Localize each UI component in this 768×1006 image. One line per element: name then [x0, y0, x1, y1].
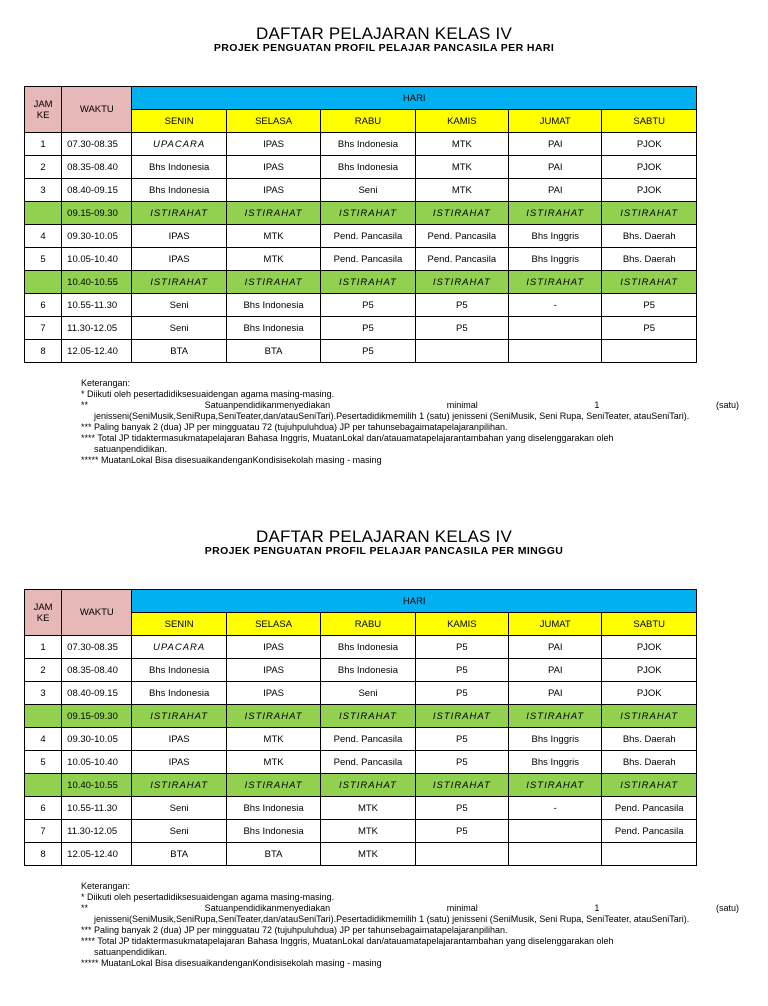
subject-cell: Seni — [132, 317, 226, 340]
note-2-part: Satuanpendidikanmenyediakan — [204, 903, 331, 913]
schedule-title-weekly: DAFTAR PELAJARAN KELAS IV — [256, 527, 512, 546]
waktu-cell: 09.30-10.05 — [62, 728, 132, 751]
jam-cell: 5 — [25, 248, 62, 271]
table-row — [25, 317, 697, 340]
subject-cell: IPAS — [132, 225, 226, 248]
waktu-cell: 08.40-09.15 — [62, 682, 132, 705]
subject-cell: ISTIRAHAT — [415, 774, 508, 797]
header-ke-label: KE — [36, 109, 50, 121]
subject-cell: Bhs Indonesia — [226, 820, 320, 843]
note-4-cont: satuanpendidikan. — [94, 444, 168, 454]
subject-cell: Bhs. Daerah — [602, 248, 697, 271]
subject-cell: Bhs Inggris — [509, 728, 602, 751]
day-header: KAMIS — [415, 613, 508, 636]
waktu-cell: 08.35-08.40 — [62, 659, 132, 682]
day-header: SABTU — [602, 613, 697, 636]
subject-cell: PJOK — [602, 133, 697, 156]
note-2-part: (satu) — [715, 400, 739, 410]
jam-cell — [25, 202, 62, 225]
subject-cell: BTA — [226, 340, 320, 363]
subject-cell: ISTIRAHAT — [321, 271, 415, 294]
subject-cell: MTK — [415, 179, 508, 202]
header-waktu: WAKTU — [62, 590, 132, 636]
subject-cell: IPAS — [226, 636, 320, 659]
jam-cell: 4 — [25, 225, 62, 248]
subject-cell: PJOK — [602, 636, 697, 659]
header-hari: HARI — [132, 590, 697, 613]
subject-cell: PAI — [509, 179, 602, 202]
subject-cell: ISTIRAHAT — [509, 202, 602, 225]
subject-cell: MTK — [321, 797, 415, 820]
jam-cell: 2 — [25, 156, 62, 179]
subject-cell: Seni — [321, 682, 415, 705]
subject-cell: Bhs Indonesia — [321, 156, 415, 179]
waktu-cell: 07.30-08.35 — [62, 636, 132, 659]
note-5: ***** MuatanLokal Bisa disesuaikandenganKondisisekolah masing - masing — [81, 958, 382, 968]
break-row — [25, 271, 697, 294]
jam-cell: 8 — [25, 843, 62, 866]
jam-cell: 3 — [25, 179, 62, 202]
subject-cell: PAI — [509, 156, 602, 179]
note-2-part: 1 — [594, 903, 600, 913]
table-row — [25, 751, 697, 774]
header-jam-ke — [25, 590, 62, 636]
note-2-part: minimal — [446, 903, 478, 913]
waktu-cell: 08.35-08.40 — [62, 156, 132, 179]
subject-cell: Bhs. Daerah — [602, 225, 697, 248]
subject-cell: ISTIRAHAT — [509, 705, 602, 728]
subject-cell: PAI — [509, 682, 602, 705]
subject-cell: ISTIRAHAT — [509, 271, 602, 294]
note-2-cont: jenisseni(SeniMusik,SeniRupa,SeniTeater,dan/atauSeniTari).Pesertadidikmemilih 1 (satu) jenisseni (SeniMusik, Seni Rupa, SeniTeater, atauSeniTari). — [94, 914, 690, 924]
subject-cell: P5 — [415, 728, 508, 751]
subject-cell: MTK — [226, 248, 320, 271]
subject-cell: ISTIRAHAT — [132, 705, 226, 728]
table-row — [25, 133, 697, 156]
table-row — [25, 728, 697, 751]
subject-cell: Bhs Indonesia — [226, 317, 320, 340]
subject-cell: ISTIRAHAT — [321, 774, 415, 797]
note-2-part: (satu) — [715, 903, 739, 913]
subject-cell: UPACARA — [132, 133, 226, 156]
note-2-part: 1 — [594, 400, 600, 410]
subject-cell: P5 — [321, 317, 415, 340]
subject-cell: Bhs Indonesia — [132, 179, 226, 202]
subject-cell: BTA — [226, 843, 320, 866]
subject-cell: ISTIRAHAT — [602, 271, 697, 294]
table-row — [25, 797, 697, 820]
waktu-cell: 12.05-12.40 — [62, 843, 132, 866]
subject-cell: Bhs Inggris — [509, 751, 602, 774]
subject-cell: - — [509, 294, 602, 317]
subject-cell: PJOK — [602, 156, 697, 179]
jam-cell — [25, 774, 62, 797]
waktu-cell: 12.05-12.40 — [62, 340, 132, 363]
subject-cell: ISTIRAHAT — [509, 774, 602, 797]
waktu-cell: 10.55-11.30 — [62, 294, 132, 317]
subject-cell: BTA — [132, 340, 226, 363]
subject-cell: ISTIRAHAT — [132, 774, 226, 797]
subject-cell: Bhs Indonesia — [226, 797, 320, 820]
subject-cell: MTK — [415, 156, 508, 179]
subject-cell: MTK — [226, 751, 320, 774]
subject-cell: PAI — [509, 659, 602, 682]
day-header: JUMAT — [509, 613, 602, 636]
header-row-hari — [25, 87, 697, 110]
note-4: **** Total JP tidaktermasukmatapelajaran Bahasa Inggris, MuatanLokal dan/atauamatapelajarantambahan yang diselenggarakan oleh — [81, 936, 614, 946]
subject-cell: IPAS — [226, 156, 320, 179]
subject-cell: Pend. Pancasila — [321, 728, 415, 751]
jam-cell: 7 — [25, 317, 62, 340]
subject-cell: ISTIRAHAT — [415, 202, 508, 225]
subject-cell: P5 — [415, 751, 508, 774]
day-header: SABTU — [602, 110, 697, 133]
note-2-line — [81, 400, 739, 411]
subject-cell: ISTIRAHAT — [321, 202, 415, 225]
subject-cell: Bhs Indonesia — [321, 133, 415, 156]
subject-cell: IPAS — [226, 682, 320, 705]
subject-cell: Bhs. Daerah — [602, 728, 697, 751]
subject-cell: P5 — [415, 294, 508, 317]
subject-cell: P5 — [415, 797, 508, 820]
subject-cell: MTK — [321, 820, 415, 843]
subject-cell: Pend. Pancasila — [321, 751, 415, 774]
subject-cell: IPAS — [132, 751, 226, 774]
subject-cell: IPAS — [132, 248, 226, 271]
subject-cell: IPAS — [226, 179, 320, 202]
schedule-subtitle-weekly: PROJEK PENGUATAN PROFIL PELAJAR PANCASILA PER MINGGU — [204, 545, 564, 557]
subject-cell — [509, 843, 602, 866]
subject-cell: P5 — [321, 294, 415, 317]
subject-cell: MTK — [321, 843, 415, 866]
day-header: RABU — [321, 110, 415, 133]
note-1: * Diikuti oleh pesertadidiksesuaidengan agama masing-masing. — [81, 892, 335, 902]
subject-cell: MTK — [226, 728, 320, 751]
jam-cell: 1 — [25, 636, 62, 659]
subject-cell: ISTIRAHAT — [602, 705, 697, 728]
jam-cell: 8 — [25, 340, 62, 363]
subject-cell: P5 — [415, 682, 508, 705]
note-1: * Diikuti oleh pesertadidiksesuaidengan agama masing-masing. — [81, 389, 335, 399]
table-row — [25, 248, 697, 271]
day-header: SELASA — [226, 110, 320, 133]
subject-cell: P5 — [602, 294, 697, 317]
subject-cell: ISTIRAHAT — [602, 774, 697, 797]
waktu-cell: 11.30-12.05 — [62, 820, 132, 843]
table-row — [25, 820, 697, 843]
waktu-cell: 10.40-10.55 — [62, 271, 132, 294]
subject-cell — [415, 340, 508, 363]
jam-cell: 3 — [25, 682, 62, 705]
subject-cell: IPAS — [226, 659, 320, 682]
header-waktu: WAKTU — [62, 87, 132, 133]
subject-cell: P5 — [415, 659, 508, 682]
table-row — [25, 179, 697, 202]
subject-cell — [602, 843, 697, 866]
subject-cell: Bhs Indonesia — [321, 659, 415, 682]
header-hari: HARI — [132, 87, 697, 110]
table-row — [25, 156, 697, 179]
note-2-cont: jenisseni(SeniMusik,SeniRupa,SeniTeater,dan/atauSeniTari).Pesertadidikmemilih 1 (satu) jenisseni (SeniMusik, Seni Rupa, SeniTeater, atauSeniTari). — [94, 411, 690, 421]
subject-cell: PAI — [509, 133, 602, 156]
note-2-part: ** — [81, 400, 89, 410]
subject-cell: Pend. Pancasila — [321, 248, 415, 271]
note-2-part: minimal — [446, 400, 478, 410]
table-row — [25, 843, 697, 866]
jam-cell — [25, 705, 62, 728]
notes-weekly — [81, 881, 739, 969]
subject-cell: PJOK — [602, 682, 697, 705]
subject-cell: Bhs. Daerah — [602, 751, 697, 774]
subject-cell: P5 — [415, 636, 508, 659]
subject-cell: ISTIRAHAT — [226, 705, 320, 728]
subject-cell — [509, 317, 602, 340]
subject-cell: Bhs Indonesia — [226, 294, 320, 317]
waktu-cell: 10.05-10.40 — [62, 248, 132, 271]
subject-cell: Bhs Indonesia — [321, 636, 415, 659]
note-5: ***** MuatanLokal Bisa disesuaikandenganKondisisekolah masing - masing — [81, 455, 382, 465]
header-jam-ke — [25, 87, 62, 133]
subject-cell: ISTIRAHAT — [226, 271, 320, 294]
subject-cell: Bhs Inggris — [509, 248, 602, 271]
note-2-part: Satuanpendidikanmenyediakan — [204, 400, 331, 410]
subject-cell: ISTIRAHAT — [602, 202, 697, 225]
break-row — [25, 774, 697, 797]
waktu-cell: 10.05-10.40 — [62, 751, 132, 774]
subject-cell: Bhs Inggris — [509, 225, 602, 248]
subject-cell: Bhs Indonesia — [132, 156, 226, 179]
table-row — [25, 659, 697, 682]
day-header: SENIN — [132, 613, 226, 636]
subject-cell: Bhs Indonesia — [132, 682, 226, 705]
subject-cell: ISTIRAHAT — [132, 271, 226, 294]
subject-cell: ISTIRAHAT — [132, 202, 226, 225]
subject-cell: P5 — [415, 317, 508, 340]
subject-cell — [602, 340, 697, 363]
subject-cell: P5 — [321, 340, 415, 363]
subject-cell: Seni — [132, 820, 226, 843]
waktu-cell: 11.30-12.05 — [62, 317, 132, 340]
subject-cell: Seni — [321, 179, 415, 202]
subject-cell: Pend. Pancasila — [321, 225, 415, 248]
waktu-cell: 09.30-10.05 — [62, 225, 132, 248]
subject-cell: ISTIRAHAT — [321, 705, 415, 728]
jam-cell: 7 — [25, 820, 62, 843]
jam-cell: 1 — [25, 133, 62, 156]
schedule-subtitle-daily: PROJEK PENGUATAN PROFIL PELAJAR PANCASILA PER HARI — [213, 42, 555, 54]
day-header: SELASA — [226, 613, 320, 636]
day-header: KAMIS — [415, 110, 508, 133]
subject-cell — [415, 843, 508, 866]
subject-cell: IPAS — [226, 133, 320, 156]
subject-cell: PAI — [509, 636, 602, 659]
note-3: *** Paling banyak 2 (dua) JP per mingguatau 72 (tujuhpuluhdua) JP per tahunsebagaimatapelajaranpilihan. — [81, 925, 508, 935]
subject-cell: Seni — [132, 294, 226, 317]
waktu-cell: 08.40-09.15 — [62, 179, 132, 202]
jam-cell: 6 — [25, 294, 62, 317]
subject-cell: ISTIRAHAT — [226, 774, 320, 797]
schedule-title-daily: DAFTAR PELAJARAN KELAS IV — [256, 24, 512, 43]
notes-daily — [81, 378, 739, 466]
table-row — [25, 294, 697, 317]
table-row — [25, 225, 697, 248]
subject-cell: PJOK — [602, 659, 697, 682]
note-2-line — [81, 903, 739, 914]
subject-cell: ISTIRAHAT — [415, 705, 508, 728]
waktu-cell: 07.30-08.35 — [62, 133, 132, 156]
subject-cell: MTK — [226, 225, 320, 248]
header-ke-label: KE — [36, 612, 50, 624]
jam-cell: 4 — [25, 728, 62, 751]
jam-cell: 2 — [25, 659, 62, 682]
waktu-cell: 10.55-11.30 — [62, 797, 132, 820]
schedule-table-weekly — [24, 589, 697, 866]
break-row — [25, 202, 697, 225]
jam-cell — [25, 271, 62, 294]
note-3: *** Paling banyak 2 (dua) JP per mingguatau 72 (tujuhpuluhdua) JP per tahunsebagaimatapelajaranpilihan. — [81, 422, 508, 432]
note-4-cont: satuanpendidikan. — [94, 947, 168, 957]
subject-cell: ISTIRAHAT — [415, 271, 508, 294]
subject-cell: Pend. Pancasila — [602, 820, 697, 843]
schedule-table-daily — [24, 86, 697, 363]
subject-cell: UPACARA — [132, 636, 226, 659]
break-row — [25, 705, 697, 728]
subject-cell: MTK — [415, 133, 508, 156]
subject-cell: ISTIRAHAT — [226, 202, 320, 225]
note-2-part: ** — [81, 903, 89, 913]
subject-cell: Pend. Pancasila — [415, 225, 508, 248]
waktu-cell: 09.15-09.30 — [62, 202, 132, 225]
day-header: RABU — [321, 613, 415, 636]
table-row — [25, 636, 697, 659]
subject-cell: Pend. Pancasila — [602, 797, 697, 820]
header-row-hari — [25, 590, 697, 613]
subject-cell: Seni — [132, 797, 226, 820]
subject-cell: BTA — [132, 843, 226, 866]
subject-cell: IPAS — [132, 728, 226, 751]
waktu-cell: 09.15-09.30 — [62, 705, 132, 728]
notes-heading: Keterangan: — [81, 881, 131, 891]
day-header: JUMAT — [509, 110, 602, 133]
subject-cell: Pend. Pancasila — [415, 248, 508, 271]
waktu-cell: 10.40-10.55 — [62, 774, 132, 797]
table-row — [25, 340, 697, 363]
subject-cell: - — [509, 797, 602, 820]
subject-cell — [509, 340, 602, 363]
subject-cell: Bhs Indonesia — [132, 659, 226, 682]
table-row — [25, 682, 697, 705]
jam-cell: 6 — [25, 797, 62, 820]
subject-cell — [509, 820, 602, 843]
header-jam-label: JAM — [33, 601, 53, 613]
subject-cell: P5 — [415, 820, 508, 843]
day-header: SENIN — [132, 110, 226, 133]
subject-cell: PJOK — [602, 179, 697, 202]
jam-cell: 5 — [25, 751, 62, 774]
header-jam-label: JAM — [33, 98, 53, 110]
notes-heading: Keterangan: — [81, 378, 131, 388]
note-4: **** Total JP tidaktermasukmatapelajaran Bahasa Inggris, MuatanLokal dan/atauamatapelajarantambahan yang diselenggarakan oleh — [81, 433, 614, 443]
subject-cell: P5 — [602, 317, 697, 340]
